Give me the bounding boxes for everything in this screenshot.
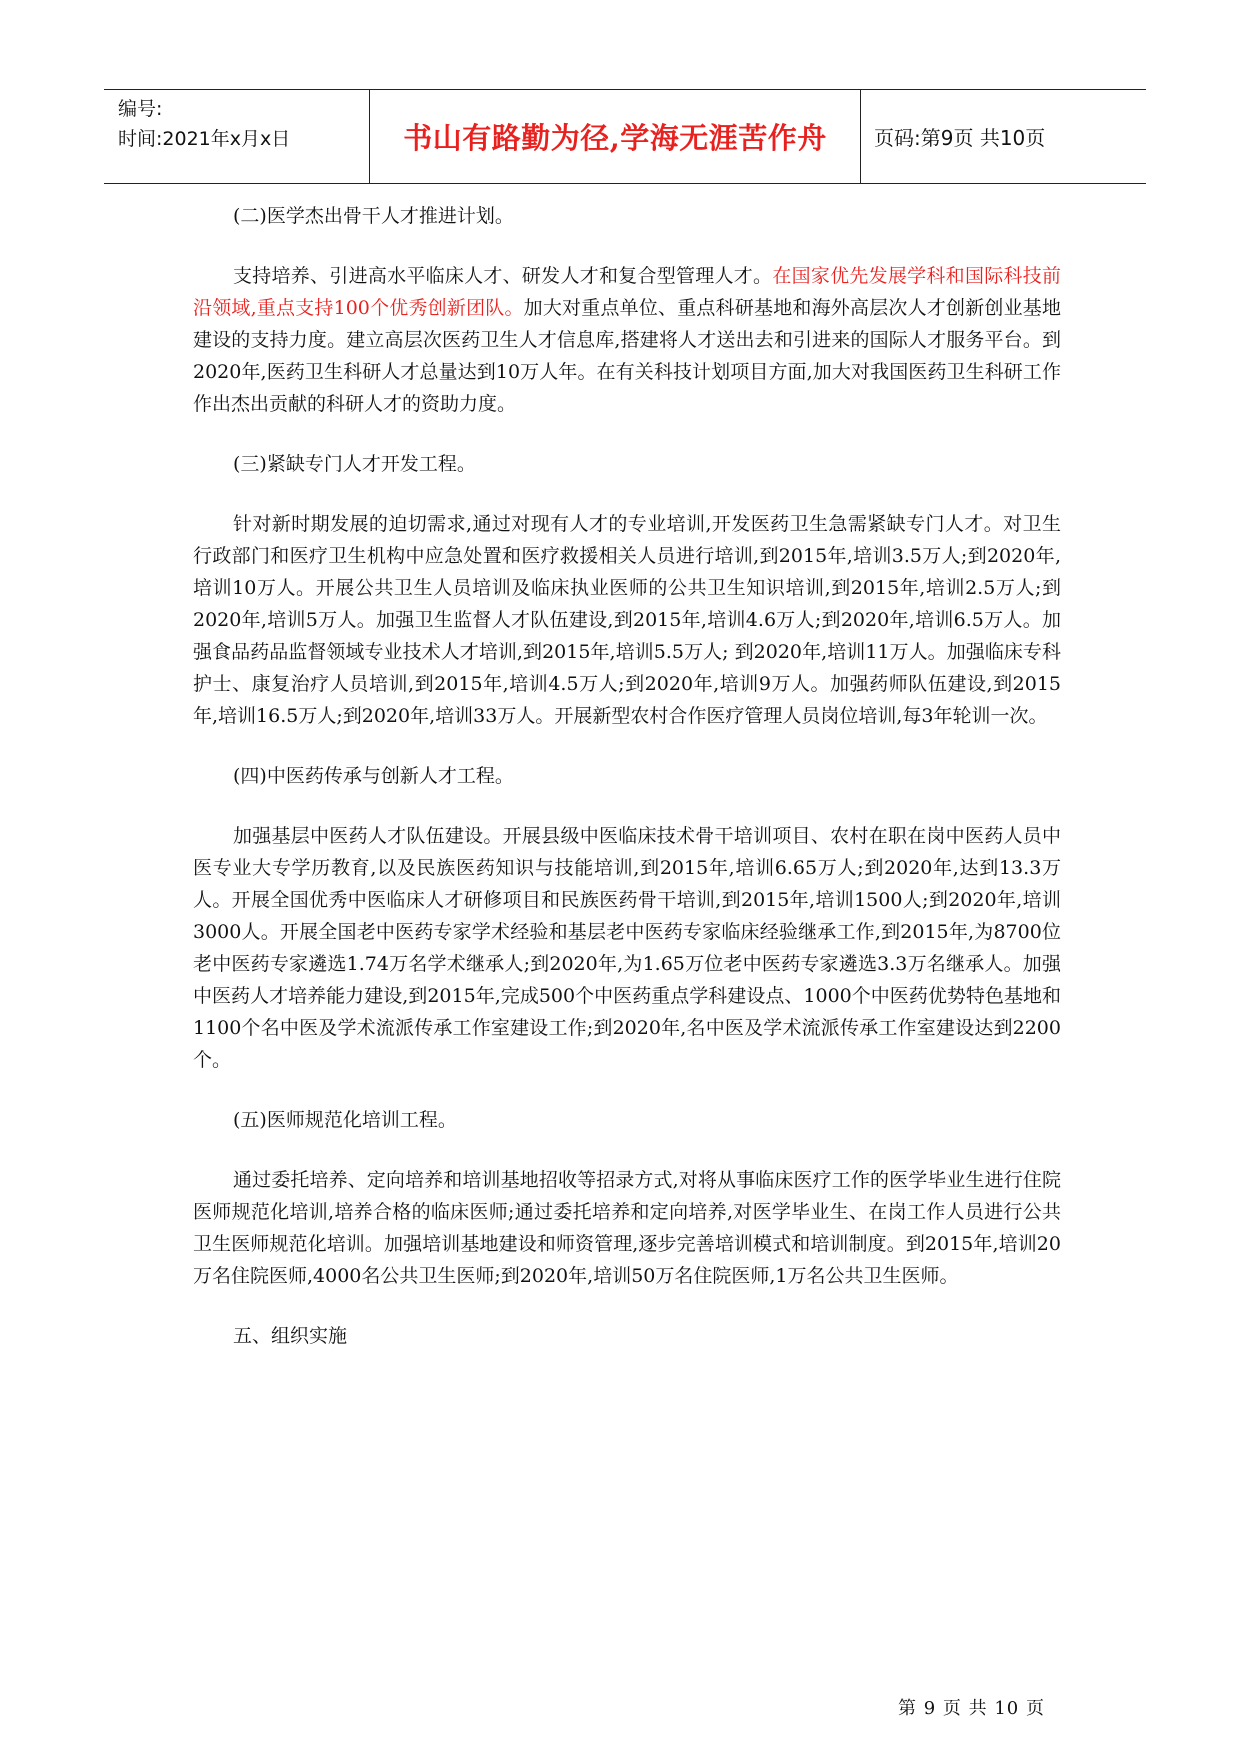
header-page-info: 页码:第9页 共10页 <box>874 126 1046 150</box>
body-paragraph <box>193 260 1061 420</box>
section-heading: (四)中医药传承与创新人才工程。 <box>233 765 514 787</box>
document-body <box>193 200 1061 1380</box>
chapter-heading: 五、组织实施 <box>233 1325 348 1347</box>
body-paragraph: 针对新时期发展的迫切需求,通过对现有人才的专业培训,开发医药卫生急需紧缺专门人才。对卫生行政部门和医疗卫生机构中应急处置和医疗救援相关人员进行培训,到2015年,培训3.5万人;到2020年,培训10万人。开展公共卫生人员培训及临床执业医师的公共卫生知识培训,到2015年,培训2.5万人;到2020年,培训5万人。加强卫生监督人才队伍建设,到2015年,培训4.6万人;到2020年,培训6.5万人。加强食品药品监督领域专业技术人才培训,到2015年,培训5.5万人; 到2020年,培训11万人。加强临床专科护士、康复治疗人员培训,到2015年,培训4.5万人;到2020年,培训9万人。加强药师队伍建设,到2015年,培训16.5万人;到2020年,培训33万人。开展新型农村合作医疗管理人员岗位培训,每3年轮训一次。 <box>193 513 1061 727</box>
section-heading: (五)医师规范化培训工程。 <box>233 1109 457 1131</box>
highlighted-text: 在国家优先发展学科和国际科技前沿领域,重点支持100个优秀创新团队。 <box>193 265 1061 319</box>
paragraph-text: 加大对重点单位、重点科研基地和海外高层次人才创新创业基地建设的支持力度。建立高层次医药卫生人才信息库,搭建将人才送出去和引进来的国际人才服务平台。到2020年,医药卫生科研人才总量达到10万人年。在有关科技计划项目方面,加大对我国医药卫生科研工作作出杰出贡献的科研人才的资助力度。 <box>193 297 1061 415</box>
header-motto: 书山有路勤为径,学海无涯苦作舟 <box>369 90 861 183</box>
header-meta <box>118 94 368 154</box>
body-paragraph: 加强基层中医药人才队伍建设。开展县级中医临床技术骨干培训项目、农村在职在岗中医药人员中医专业大专学历教育,以及民族医药知识与技能培训,到2015年,培训6.65万人;到2020年,达到13.3万人。开展全国优秀中医临床人才研修项目和民族医药骨干培训,到2015年,培训1500人;到2020年,培训3000人。开展全国老中医药专家学术经验和基层老中医药专家临床经验继承工作,到2015年,为8700位老中医药专家遴选1.74万名学术继承人;到2020年,为1.65万位老中医药专家遴选3.3万名继承人。加强中医药人才培养能力建设,到2015年,完成500个中医药重点学科建设点、1000个中医药优势特色基地和1100个名中医及学术流派传承工作室建设工作;到2020年,名中医及学术流派传承工作室建设达到2200个。 <box>193 825 1061 1071</box>
document-number-label: 编号: <box>118 98 163 120</box>
body-paragraph: 通过委托培养、定向培养和培训基地招收等招录方式,对将从事临床医疗工作的医学毕业生进行住院医师规范化培训,培养合格的临床医师;通过委托培养和定向培养,对医学毕业生、在岗工作人员进行公共卫生医师规范化培训。加强培训基地建设和师资管理,逐步完善培训模式和培训制度。到2015年,培训20万名住院医师,4000名公共卫生医师;到2020年,培训50万名住院医师,1万名公共卫生医师。 <box>193 1169 1061 1287</box>
section-heading: (二)医学杰出骨干人才推进计划。 <box>233 205 514 227</box>
document-time: 时间:2021年x月x日 <box>118 128 291 150</box>
page-footer: 第 9 页 共 10 页 <box>898 1698 1045 1719</box>
section-heading: (三)紧缺专门人才开发工程。 <box>233 453 476 475</box>
page-header <box>104 89 1146 184</box>
paragraph-text: 支持培养、引进高水平临床人才、研发人才和复合型管理人才。 <box>233 265 773 287</box>
